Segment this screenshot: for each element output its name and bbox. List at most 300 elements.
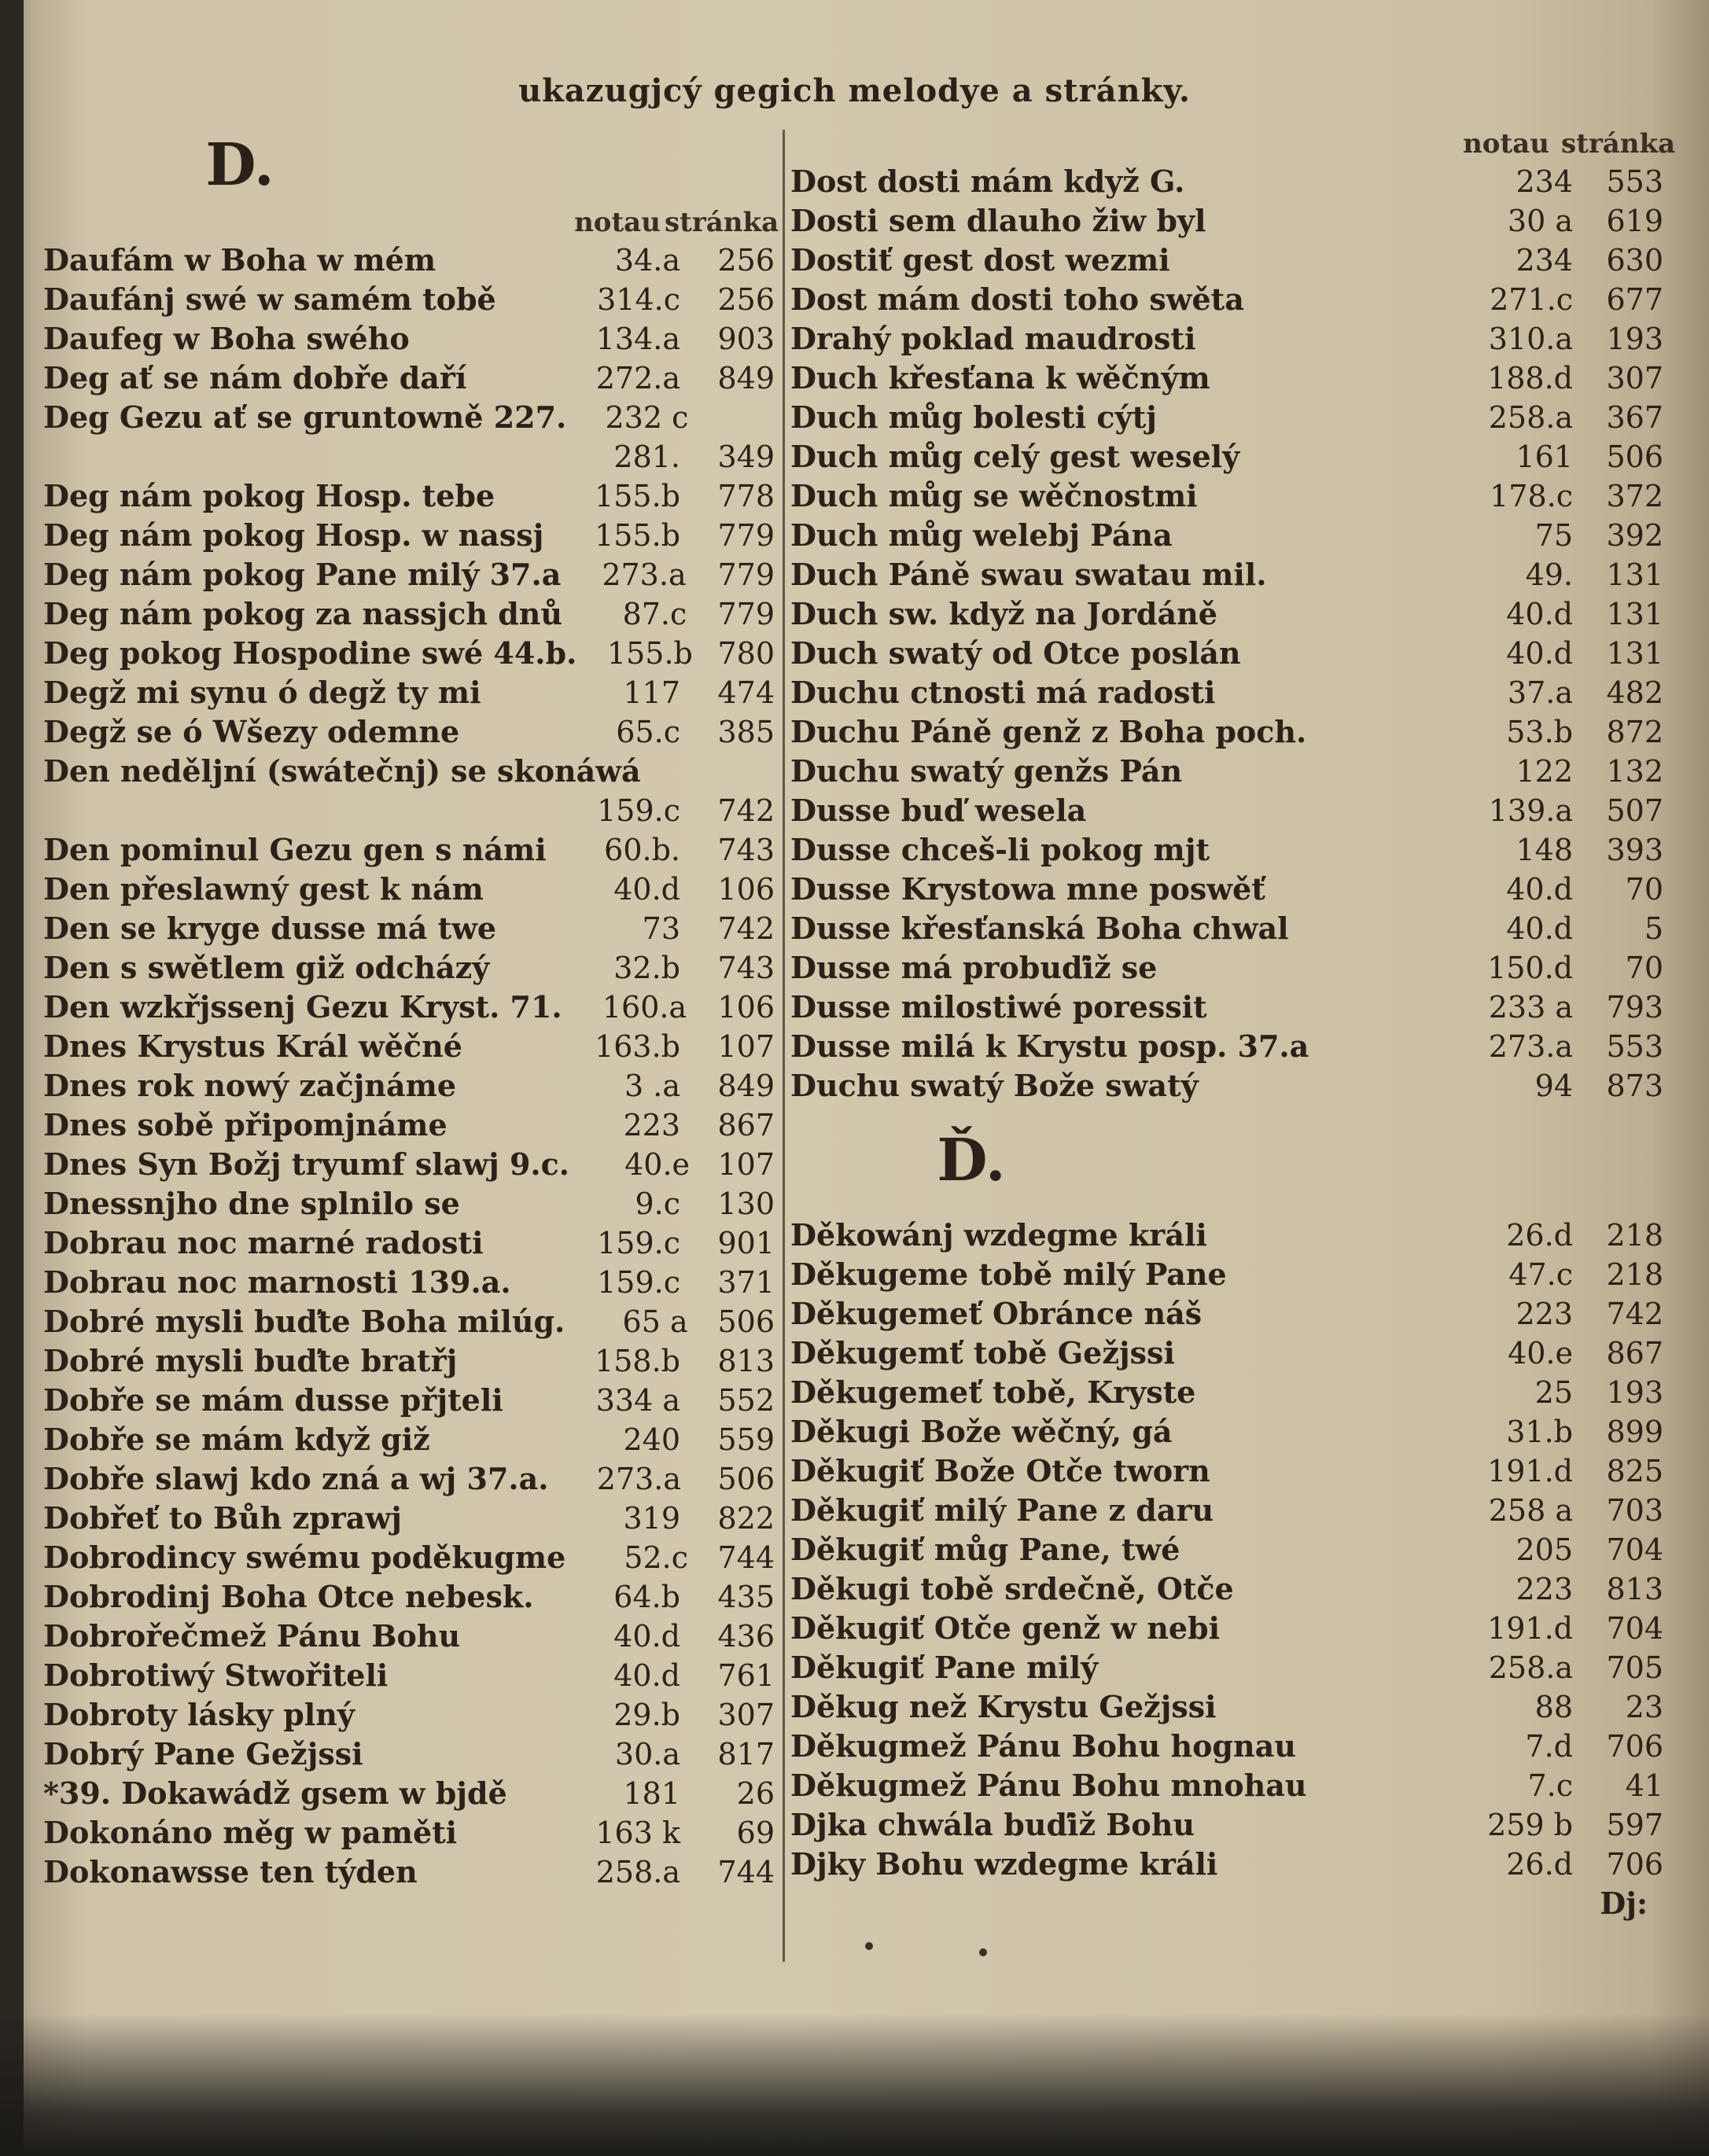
entry-page: 597 [1606, 1808, 1663, 1842]
entry-page: 193 [1606, 1375, 1663, 1410]
entry-notau: 188.d [1487, 361, 1573, 396]
entry-title: Děkugiť Pane milý [790, 1650, 1099, 1685]
entry-title: Drahý poklad maudrosti [790, 321, 1196, 356]
entry-notau: 40.d [613, 1619, 680, 1654]
entry-title: Den neděljní (swátečnj) se skonáwá [43, 753, 641, 789]
index-entry [790, 437, 1663, 476]
entry-title: Dost mám dosti toho swěta [790, 281, 1244, 317]
entry-page: 779 [717, 518, 775, 553]
entry-title: Děkugemeť tobě, Kryste [790, 1374, 1196, 1410]
ink-dot [865, 1942, 873, 1950]
entry-page: 677 [1606, 282, 1663, 317]
entry-notau: 158.b [595, 1344, 680, 1378]
index-entry [790, 476, 1663, 516]
entry-notau: 40.d [613, 1658, 680, 1693]
index-entry [43, 1774, 775, 1813]
page-bottom-shadow [0, 2013, 1709, 2156]
entry-notau: 9.c [635, 1187, 680, 1221]
index-entry [43, 280, 775, 319]
entry-page: 867 [717, 1108, 775, 1142]
index-entry [43, 1459, 775, 1499]
index-entry [790, 1373, 1663, 1412]
index-entry [790, 948, 1663, 988]
entry-title: Dostiť gest dost wezmi [790, 242, 1170, 278]
entry-page: 742 [717, 793, 775, 828]
entry-notau: 258.a [595, 1855, 680, 1889]
entry-notau: 37.a [1507, 675, 1573, 710]
entry-notau: 159.c [597, 793, 680, 828]
entry-notau: 310.a [1488, 322, 1573, 356]
index-entry [43, 319, 775, 359]
index-entry [790, 1805, 1663, 1845]
index-entry [790, 319, 1663, 359]
entry-page: 903 [717, 322, 775, 356]
index-entry [43, 791, 775, 830]
entry-notau: 117 [623, 675, 680, 710]
entry-title: Děkugiť Otče genž w nebi [790, 1610, 1221, 1646]
entry-notau: 40.e [1508, 1336, 1573, 1370]
entry-title: Dobré mysli buďte Boha milúg. [43, 1304, 565, 1339]
index-entry [43, 1263, 775, 1302]
entry-title: Dobrodincy swému poděkugme [43, 1540, 566, 1575]
index-entry [43, 1499, 775, 1538]
index-entry [790, 1255, 1663, 1294]
entry-title: Dobrodinj Boha Otce nebesk. [43, 1579, 534, 1614]
index-entry [790, 712, 1663, 752]
entry-notau: 155.b [595, 518, 680, 553]
entry-page: 743 [717, 951, 775, 985]
entry-notau: 314.c [597, 282, 680, 317]
entry-title: Dobrotiwý Stwořiteli [43, 1657, 389, 1693]
entry-page: 5 [1644, 911, 1663, 946]
book-binding [0, 0, 24, 2156]
entry-title: Dobrau noc marné radosti [43, 1225, 484, 1260]
entry-notau: 161 [1516, 440, 1573, 474]
entry-page: 872 [1606, 715, 1663, 749]
entry-page: 349 [717, 440, 775, 474]
column-header [790, 126, 1676, 162]
entry-title: Děkugemť tobě Gežjssi [790, 1335, 1175, 1370]
index-entry [43, 830, 775, 870]
entry-notau: 258.a [1488, 1650, 1573, 1685]
entry-notau: 134.a [595, 322, 680, 356]
entry-notau: 49. [1525, 557, 1573, 592]
entry-notau: 94 [1534, 1069, 1573, 1103]
index-entry [790, 1334, 1663, 1373]
entry-title: Dnes Syn Božj tryumf slawj 9.c. [43, 1146, 570, 1182]
entry-notau: 34.a [614, 243, 680, 278]
entry-title: Duch můg celý gest weselý [790, 439, 1240, 474]
index-entry [790, 752, 1663, 791]
entry-notau: 232 c [605, 400, 689, 435]
entry-title: Dobrý Pane Gežjssi [43, 1736, 363, 1772]
entry-notau: 40.d [1506, 911, 1573, 946]
entry-page: 779 [717, 557, 775, 592]
entry-notau: 181 [623, 1776, 680, 1811]
index-entry [790, 241, 1663, 280]
entry-title: Děkowánj wzdegme králi [790, 1217, 1207, 1253]
entry-page: 69 [736, 1816, 775, 1850]
entry-page: 474 [717, 675, 775, 710]
entry-page: 704 [1606, 1611, 1663, 1646]
entry-page: 780 [717, 636, 775, 671]
entry-title: Degž mi synu ó degž ty mi [43, 675, 481, 710]
entry-title: Dusse milostiwé poressit [790, 989, 1207, 1025]
entry-notau: 223 [1516, 1297, 1573, 1331]
entry-page: 901 [717, 1226, 775, 1260]
entry-page: 742 [1606, 1297, 1663, 1331]
entry-notau: 26.d [1506, 1847, 1573, 1882]
entry-page: 218 [1606, 1257, 1663, 1292]
index-entry [43, 752, 775, 791]
entry-notau: 223 [623, 1108, 680, 1142]
entry-title: Duchu swatý genžs Pán [790, 753, 1183, 789]
entry-notau: 259 b [1487, 1808, 1573, 1842]
entry-page: 26 [736, 1776, 775, 1811]
index-list [43, 241, 775, 1892]
index-entry [790, 1648, 1663, 1687]
entry-page: 761 [717, 1658, 775, 1693]
entry-notau: 32.b [613, 951, 680, 985]
index-entry [43, 1106, 775, 1145]
entry-page: 899 [1606, 1415, 1663, 1449]
entry-notau: 75 [1534, 518, 1573, 553]
index-entry [790, 594, 1663, 634]
entry-page: 70 [1625, 951, 1663, 985]
entry-page: 367 [1606, 400, 1663, 435]
entry-page: 778 [717, 479, 775, 513]
entry-notau: 272.a [595, 361, 680, 396]
entry-notau: 240 [623, 1422, 680, 1457]
entry-title: Dobroty lásky plný [43, 1697, 355, 1732]
entry-title: Dobře se mám když giž [43, 1422, 430, 1457]
entry-notau: 7.c [1527, 1768, 1573, 1803]
entry-notau: 234 [1516, 243, 1573, 278]
entry-notau: 163.b [595, 1029, 680, 1064]
index-entry [43, 712, 775, 752]
right-column [790, 126, 1676, 1923]
index-entry [790, 1727, 1663, 1766]
entry-notau: 205 [1516, 1532, 1573, 1567]
entry-notau: 191.d [1487, 1611, 1573, 1646]
entry-page: 779 [717, 597, 775, 631]
index-entry [790, 1609, 1663, 1648]
index-entry [43, 1302, 775, 1341]
entry-notau: 139.a [1488, 793, 1573, 828]
entry-title: Den pominul Gezu gen s námi [43, 832, 547, 867]
entry-notau: 31.b [1506, 1415, 1573, 1449]
index-entry [43, 437, 775, 476]
index-entry [43, 988, 775, 1027]
entry-notau: 65 a [622, 1304, 688, 1339]
entry-notau: 30 a [1507, 204, 1573, 238]
entry-notau: 273.a [596, 1462, 682, 1496]
entry-title: Dobré mysli buďte bratřj [43, 1343, 458, 1378]
index-entry [43, 1223, 775, 1263]
entry-notau: 258 a [1488, 1493, 1573, 1528]
entry-notau: 271.c [1490, 282, 1573, 317]
entry-page: 193 [1606, 322, 1663, 356]
index-entry [43, 1735, 775, 1774]
entry-title: Dnessnjho dne splnilo se [43, 1186, 460, 1221]
index-entry [790, 555, 1663, 594]
entry-title: Deg nám pokog Pane milý 37.a [43, 557, 562, 592]
index-entry [43, 476, 775, 516]
entry-title: Dusse má probuďiž se [790, 950, 1158, 985]
entry-title: Dokonáno měg w paměti [43, 1815, 458, 1850]
index-entry [43, 1538, 775, 1577]
index-entry [790, 398, 1663, 437]
index-entry [43, 673, 775, 712]
entry-title: Deg pokog Hospodine swé 44.b. [43, 635, 577, 671]
entry-title: Dokonawsse ten týden [43, 1854, 418, 1889]
index-entry [790, 1766, 1663, 1805]
entry-title: Djky Bohu wzdegme králi [790, 1846, 1218, 1882]
entry-page: 744 [717, 1855, 775, 1889]
entry-notau: 159.c [597, 1265, 680, 1300]
index-entry [43, 594, 775, 634]
entry-notau: 334 a [595, 1383, 680, 1418]
entry-page: 506 [717, 1304, 775, 1339]
entry-notau: 155.b [606, 636, 693, 671]
entry-page: 703 [1606, 1493, 1663, 1528]
section-letter-d-caron: Ď. [937, 1127, 1006, 1194]
index-entry [43, 634, 775, 673]
entry-page: 619 [1606, 204, 1663, 238]
entry-title: Dusse chceš-li pokog mjt [790, 832, 1210, 867]
column-divider [783, 130, 785, 1962]
entry-title: Děkugmež Pánu Bohu mnohau [790, 1768, 1307, 1803]
header-stranka: stránka [1561, 128, 1676, 160]
entry-title: Duch křesťana k wěčným [790, 360, 1210, 396]
index-entry [790, 162, 1663, 201]
entry-notau: 29.b [613, 1698, 680, 1732]
entry-title: Děkugiť milý Pane z daru [790, 1492, 1214, 1528]
entry-page: 817 [717, 1737, 775, 1772]
index-entry [790, 359, 1663, 398]
index-entry [790, 988, 1663, 1027]
entry-title: Dost dosti mám když G. [790, 164, 1185, 199]
entry-page: 131 [1606, 597, 1663, 631]
entry-title: *39. Dokawádž gsem w bjdě [43, 1775, 507, 1811]
index-list [790, 162, 1663, 1106]
entry-page: 849 [717, 1069, 775, 1103]
index-entry [43, 948, 775, 988]
index-entry [790, 1451, 1663, 1491]
entry-notau: 52.c [624, 1540, 689, 1575]
entry-title: Duchu Páně genž z Boha poch. [790, 714, 1307, 749]
entry-notau: 281. [613, 440, 680, 474]
index-list [790, 1216, 1663, 1884]
index-entry [43, 870, 775, 909]
entry-page: 506 [717, 1462, 775, 1496]
entry-page: 825 [1606, 1454, 1663, 1488]
entry-title: Dnes sobě připomjnáme [43, 1107, 448, 1142]
entry-notau: 7.d [1525, 1729, 1573, 1764]
index-entry [43, 1656, 775, 1695]
entry-title: Duch můg welebj Pána [790, 517, 1173, 553]
entry-notau: 160.a [602, 990, 687, 1025]
index-entry [43, 516, 775, 555]
entry-page: 867 [1606, 1336, 1663, 1370]
entry-title: Duchu swatý Bože swatý [790, 1068, 1199, 1103]
entry-page: 107 [717, 1147, 775, 1182]
running-head: ukazugjcý gegich melodye a stránky. [518, 72, 1191, 109]
entry-notau: 178.c [1490, 479, 1573, 513]
entry-page: 107 [717, 1029, 775, 1064]
entry-notau: 258.a [1488, 400, 1573, 435]
entry-page: 371 [717, 1265, 775, 1300]
entry-title: Dobře se mám dusse přjteli [43, 1382, 503, 1418]
entry-page: 372 [1606, 479, 1663, 513]
entry-title: Děkugemeť Obránce náš [790, 1296, 1203, 1331]
entry-page: 704 [1606, 1532, 1663, 1567]
index-entry [43, 1145, 775, 1184]
index-entry [43, 555, 775, 594]
entry-title: Děkugeme tobě milý Pane [790, 1256, 1227, 1292]
entry-notau: 148 [1516, 833, 1573, 867]
entry-title: Děkugi tobě srdečně, Otče [790, 1571, 1234, 1606]
entry-notau: 53.b [1506, 715, 1573, 749]
entry-notau: 150.d [1487, 951, 1573, 985]
index-entry [790, 909, 1663, 948]
entry-page: 106 [717, 872, 775, 907]
entry-page: 307 [717, 1698, 775, 1732]
entry-notau: 319 [623, 1501, 680, 1536]
entry-page: 393 [1606, 833, 1663, 867]
entry-page: 130 [717, 1187, 775, 1221]
entry-title: Daufeg w Boha swého [43, 321, 410, 356]
entry-page: 552 [717, 1383, 775, 1418]
entry-title: Den wzkřjssenj Gezu Kryst. 71. [43, 989, 562, 1025]
index-entry [790, 830, 1663, 870]
entry-page: 553 [1606, 1029, 1663, 1064]
entry-page: 559 [717, 1422, 775, 1457]
entry-page: 131 [1606, 557, 1663, 592]
entry-notau: 273.a [1488, 1029, 1573, 1064]
entry-title: Duch můg se wěčnostmi [790, 478, 1198, 513]
index-entry [790, 280, 1663, 319]
entry-notau: 47.c [1508, 1257, 1573, 1292]
entry-page: 41 [1625, 1768, 1663, 1803]
entry-notau: 73 [642, 911, 680, 946]
index-entry [43, 1420, 775, 1459]
entry-title: Děkug než Krystu Gežjssi [790, 1689, 1217, 1724]
entry-title: Djka chwála buďiž Bohu [790, 1807, 1195, 1842]
entry-page: 705 [1606, 1650, 1663, 1685]
entry-notau: 40.d [613, 872, 680, 907]
entry-page: 106 [717, 990, 775, 1025]
index-entry [790, 870, 1663, 909]
entry-title: Deg nám pokog za nassjch dnů [43, 596, 563, 631]
entry-notau: 30.a [614, 1737, 680, 1772]
header-stranka: stránka [665, 207, 779, 238]
index-entry [790, 1845, 1663, 1884]
index-entry [43, 909, 775, 948]
entry-title: Deg Gezu ať se gruntowně 227. [43, 399, 567, 435]
index-entry [43, 1381, 775, 1420]
entry-page: 813 [1606, 1572, 1663, 1606]
entry-page: 553 [1606, 164, 1663, 199]
entry-page: 849 [717, 361, 775, 396]
entry-notau: 3 .a [624, 1069, 680, 1103]
entry-page: 70 [1625, 872, 1663, 907]
index-entry [790, 634, 1663, 673]
entry-title: Deg nám pokog Hosp. w nassj [43, 517, 544, 553]
index-entry [790, 1027, 1663, 1066]
entry-title: Dusse buď wesela [790, 793, 1087, 828]
entry-notau: 26.d [1506, 1218, 1573, 1253]
entry-page: 392 [1606, 518, 1663, 553]
entry-page: 436 [717, 1619, 775, 1654]
entry-page: 256 [717, 282, 775, 317]
index-entry [790, 201, 1663, 241]
left-column [43, 126, 779, 1892]
entry-title: Dusse milá k Krystu posp. 37.a [790, 1028, 1309, 1064]
index-entry [790, 1294, 1663, 1334]
index-entry [43, 1813, 775, 1852]
entry-page: 630 [1606, 243, 1663, 278]
entry-title: Den přeslawný gest k nám [43, 871, 484, 907]
entry-title: Duch sw. když na Jordáně [790, 596, 1217, 631]
index-entry [43, 241, 775, 280]
entry-title: Duch Páně swau swatau mil. [790, 557, 1267, 592]
entry-page: 743 [717, 833, 775, 867]
entry-page: 385 [717, 715, 775, 749]
entry-notau: 223 [1516, 1572, 1573, 1606]
index-entry [43, 1577, 775, 1617]
entry-notau: 40.d [1506, 597, 1573, 631]
catchword: Dj: [1600, 1886, 1648, 1921]
entry-title: Deg nám pokog Hosp. tebe [43, 478, 495, 513]
entry-notau: 40.d [1506, 872, 1573, 907]
index-entry [790, 1412, 1663, 1451]
entry-title: Degž se ó Wšezy odemne [43, 714, 460, 749]
entry-page: 23 [1625, 1690, 1663, 1724]
entry-notau: 65.c [616, 715, 680, 749]
entry-notau: 64.b [613, 1580, 680, 1614]
entry-notau: 233 a [1488, 990, 1573, 1025]
entry-notau: 234 [1516, 164, 1573, 199]
entry-notau: 159.c [597, 1226, 680, 1260]
entry-page: 873 [1606, 1069, 1663, 1103]
entry-page: 742 [717, 911, 775, 946]
ink-dot [979, 1948, 987, 1956]
entry-notau: 40.d [1506, 636, 1573, 671]
entry-title: Duch můg bolesti cýtj [790, 399, 1157, 435]
entry-title: Děkugiť můg Pane, twé [790, 1532, 1180, 1567]
entry-notau: 122 [1516, 754, 1573, 789]
entry-title: Daufám w Boha w mém [43, 242, 436, 278]
section-letter-d: D. [205, 131, 274, 199]
entry-title: Duchu ctnosti má radosti [790, 675, 1216, 710]
index-entry [790, 673, 1663, 712]
index-entry [790, 1491, 1663, 1530]
entry-title: Dobrau noc marnosti 139.a. [43, 1264, 511, 1300]
index-entry [43, 1027, 775, 1066]
entry-page: 506 [1606, 440, 1663, 474]
entry-page: 706 [1606, 1847, 1663, 1882]
entry-title: Dosti sem dlauho žiw byl [790, 203, 1206, 238]
entry-title: Dusse Krystowa mne poswěť [790, 871, 1265, 907]
index-entry [43, 398, 775, 437]
header-notau: notau [574, 207, 661, 238]
index-entry [43, 1695, 775, 1735]
entry-title: Dnes rok nowý začjnáme [43, 1068, 457, 1103]
entry-notau: 60.b. [604, 833, 680, 867]
entry-title: Dobrořečmež Pánu Bohu [43, 1618, 461, 1654]
index-entry [790, 1530, 1663, 1569]
